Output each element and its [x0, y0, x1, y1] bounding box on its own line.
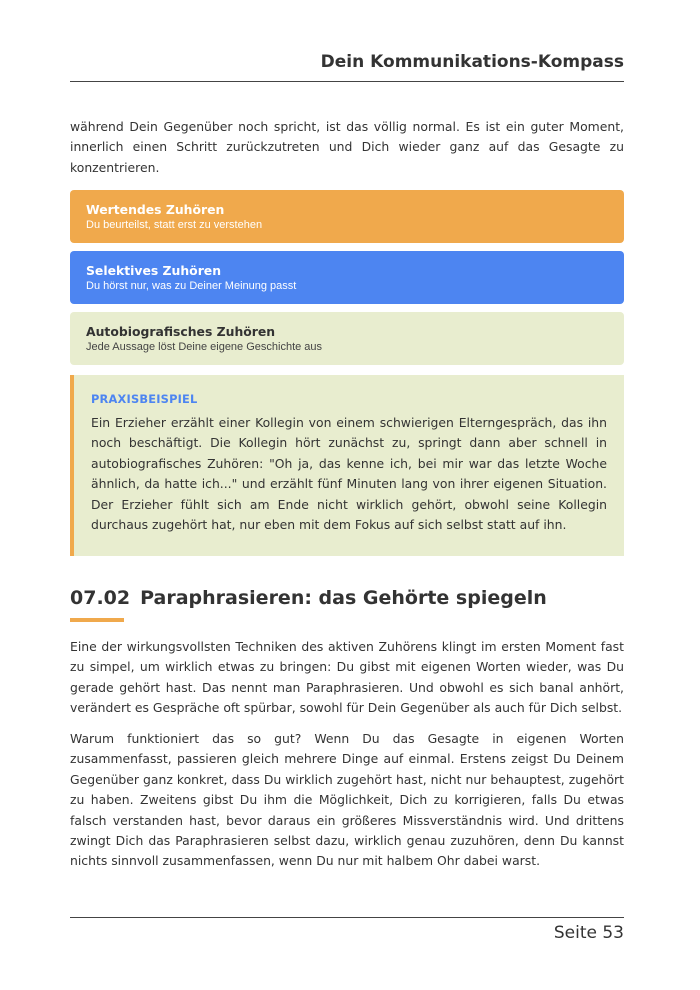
listening-type-title: Selektives Zuhören	[86, 263, 222, 278]
running-header-title: Dein Kommunikations-Kompass	[320, 52, 624, 72]
listening-type-title: Autobiografisches Zuhören	[86, 324, 276, 339]
listening-type-subtitle: Du beurteilst, statt erst zu verstehen	[86, 219, 263, 231]
practice-example-label: PRAXISBEISPIEL	[91, 392, 198, 406]
section-number: 07.02	[70, 587, 131, 609]
section-heading	[70, 587, 547, 609]
listening-type-title: Wertendes Zuhören	[86, 202, 225, 217]
practice-example-text: Ein Erzieher erzählt einer Kollegin von einem schwierigen Elterngespräch, das ihn noch beschäftigt. Die Kollegin hört zunächst zu, springt dann aber schnell in autobiografisches Zuhören: "Oh ja, das kenne ich, bei mir war das letzte Woche ähnlich, da hatte ich..." und erzählt fünf Minuten lang von ihrer eigenen Situation. Der Erzieher fühlt sich am Ende nicht wirklich gehört, obwohl seine Kollegin durchaus zugehört hat, nur eben mit dem Fokus auf sich selbst statt auf ihn.	[91, 415, 607, 533]
listening-type-box-selective	[70, 251, 624, 304]
footer-divider	[70, 917, 624, 918]
practice-example-box	[70, 375, 624, 556]
listening-type-box-autobiographical	[70, 312, 624, 365]
listening-type-subtitle: Du hörst nur, was zu Deiner Meinung passt	[86, 280, 297, 292]
section-heading-accent	[70, 618, 124, 622]
header-divider	[70, 81, 624, 82]
listening-type-box-evaluative	[70, 190, 624, 243]
body-paragraph: Eine der wirkungsvollsten Techniken des aktiven Zuhörens klingt im ersten Moment fast zu simpel, um wirklich etwas zu bringen: Du gibst mit eigenen Worten wieder, was Du gerade gehört hast. Das nennt man Paraphrasieren. Und obwohl es sich banal anhört, verändert es Gespräche oft spürbar, sowohl für Dein Gegenüber als auch für Dich selbst.	[70, 639, 624, 716]
page-number: Seite 53	[553, 923, 624, 943]
listening-type-subtitle: Jede Aussage löst Deine eigene Geschichte aus	[86, 341, 323, 353]
intro-paragraph: während Dein Gegenüber noch spricht, ist das völlig normal. Es ist ein guter Moment, innerlich einen Schritt zurückzutreten und Dich wieder ganz auf das Gesagte zu konzentrieren.	[70, 119, 624, 175]
section-title: Paraphrasieren: das Gehörte spiegeln	[140, 587, 547, 609]
body-paragraph: Warum funktioniert das so gut? Wenn Du das Gesagte in eigenen Worten zusammenfasst, passieren gleich mehrere Dinge auf einmal. Erstens zeigst Du Deinem Gegenüber ganz konkret, dass Du wirklich zugehört hast, nicht nur behauptest, zugehört zu haben. Zweitens gibst Du ihm die Möglichkeit, Dich zu korrigieren, falls Du etwas falsch verstanden hast, bevor daraus ein größeres Missverständnis wird. Und drittens zwingt Dich das Paraphrasieren selbst dazu, wirklich genau zuzuhören, denn Du kannst nichts sinnvoll zusammenfassen, wenn Du nur mit halbem Ohr dabei warst.	[70, 731, 624, 869]
